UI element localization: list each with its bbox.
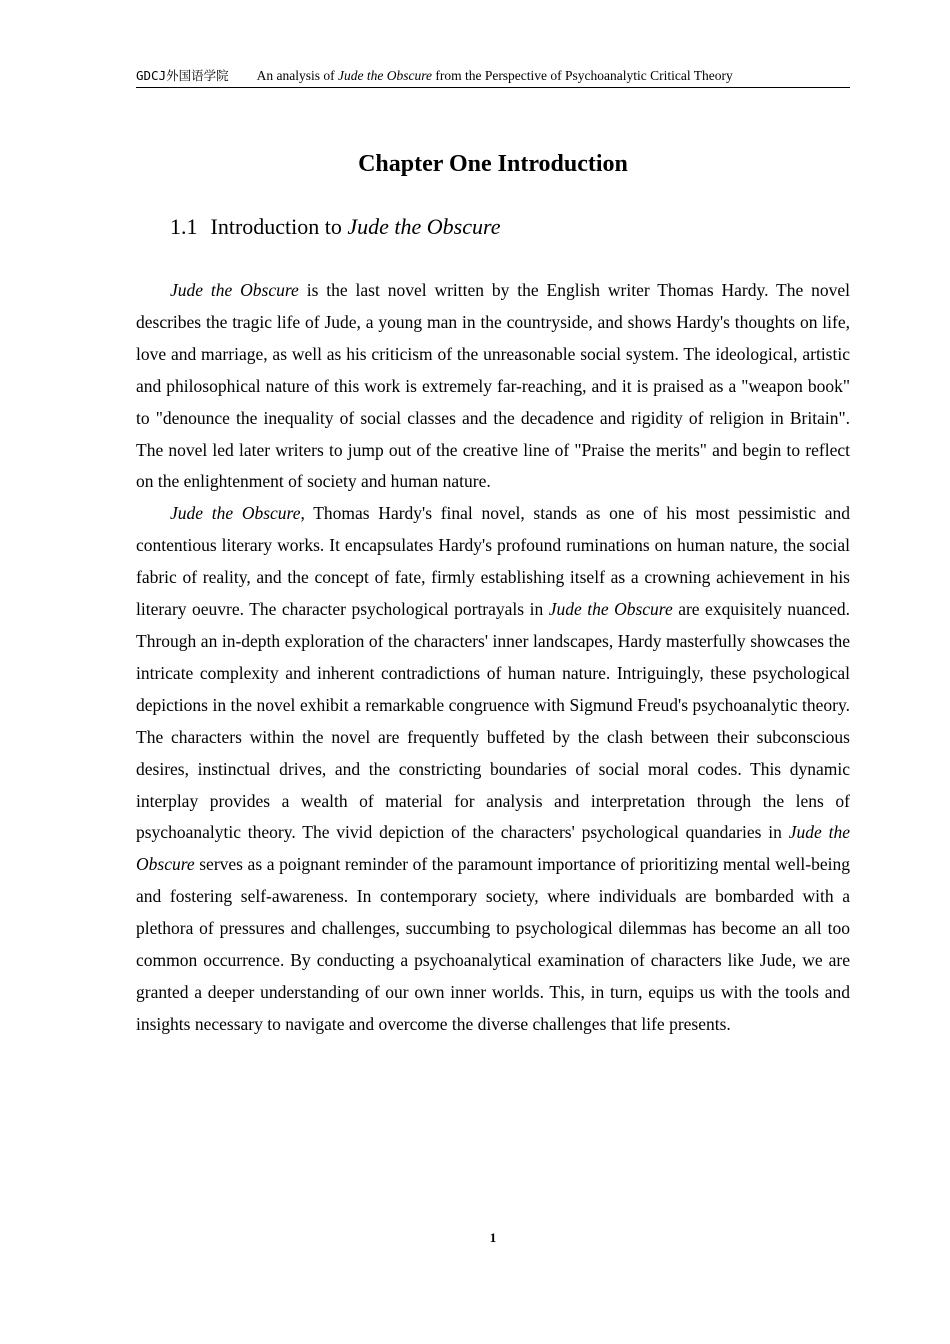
section-title-prefix: Introduction to	[210, 214, 348, 239]
header-title-prefix: An analysis of	[256, 68, 338, 83]
page-header	[136, 66, 850, 88]
paragraph-text: is the last novel written by the English writer Thomas Hardy. The novel describes the tragic life of Jude, a young man in the countryside, and shows Hardy's thoughts on life, love and marriage, as well as his criticism of the unreasonable social system. The ideological, artistic and philosophical nature of this work is extremely far-reaching, and it is praised as a "weapon book" to "denounce the inequality of social classes and the decadence and rigidity of religion in Britain". The novel led later writers to jump out of the creative line of "Praise the merits" and begin to reflect on the enlightenment of society and human nature.	[136, 280, 851, 492]
chapter-title: Chapter One Introduction	[358, 151, 628, 177]
paragraph-1	[136, 275, 850, 498]
section-number: 1.1	[170, 214, 198, 239]
header-title-suffix: from the Perspective of Psychoanalytic Critical Theory	[431, 68, 733, 83]
section-heading	[170, 210, 501, 244]
paragraph-text: are exquisitely nuanced. Through an in-depth exploration of the characters' inner landscapes, Hardy masterfully showcases the intricate complexity and inherent contradictions of human nature. Intriguingly, these psychological depictions in the novel exhibit a remarkable congruence with Sigmund Freud's psychoanalytic theory. The characters within the novel are frequently buffeted by the clash between their subconscious desires, instinctual drives, and the constricting boundaries of social moral codes. This dynamic interplay provides a wealth of material for analysis and interpretation through the lens of psychoanalytic theory. The vivid depiction of the characters' psychological quandaries in	[136, 599, 851, 843]
book-title-italic: Jude the Obscure	[170, 280, 299, 300]
paragraph-text: , Thomas Hardy's final novel, stands as one of his most pessimistic and contentious literary works. It encapsulates Hardy's profound ruminations on human nature, the social fabric of reality, and the concept of fate, firmly establishing itself as a crowning achievement in his literary oeuvre. The character psychological portrayals in	[136, 503, 850, 620]
paragraph-text: serves as a poignant reminder of the paramount importance of prioritizing mental well-being and fostering self-awareness. In contemporary society, where individuals are bombarded with a plethora of pressures and challenges, succumbing to psychological dilemmas has become an all too common occurrence. By conducting a psychoanalytical examination of characters like Jude, we are granted a deeper understanding of our own inner worlds. This, in turn, equips us with the tools and insights necessary to navigate and overcome the diverse challenges that life presents.	[136, 854, 850, 1034]
page-number: 1	[489, 1230, 497, 1245]
book-title-italic: Jude the Obscure	[548, 599, 673, 620]
book-title-italic: Jude the Obscure	[136, 822, 850, 875]
body-text	[136, 275, 850, 1041]
book-title-italic: Jude the Obscure	[170, 503, 301, 524]
section-title-italic: Jude the Obscure	[347, 214, 501, 239]
header-school-name: GDCJ外国语学院	[136, 68, 229, 83]
header-title-italic: Jude the Obscure	[337, 68, 432, 83]
paragraph-2	[136, 498, 850, 1040]
